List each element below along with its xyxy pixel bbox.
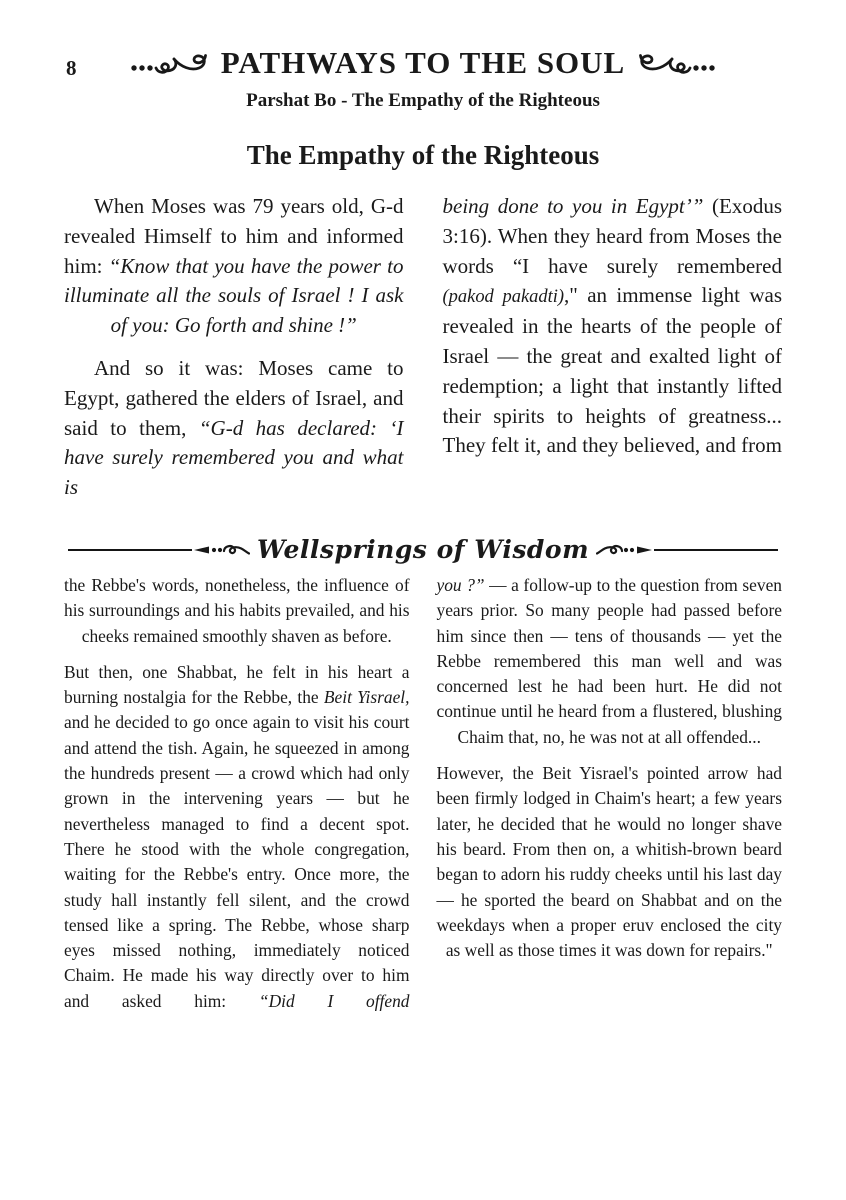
page-header <box>0 0 846 114</box>
paragraph: the Rebbe's words, nonetheless, the influence of his surroundings and his habits prevailed, and his cheeks remained smoothly shaven as before. <box>64 574 410 646</box>
paragraph: being done to you in Egypt’” (Exodus 3:16). When they heard from Moses the words “I have surely remembered (pakod pakadti)," an immense light was revealed in the hearts of the people of Israel — the great and exalted light of redemption; a light that instantly lifted their spirits to heights of greatness... They felt it, and they believed, and from <box>442 194 783 458</box>
paragraph: When Moses was 79 years old, G-d revealed Himself to him and informed him: “Know that you have the power to illuminate all the souls of Israel ! I ask of you: Go forth and shine !” <box>64 194 404 338</box>
divider-label: Wellsprings of Wisdom <box>256 535 590 565</box>
book-title: PATHWAYS TO THE SOUL <box>220 45 626 80</box>
lower-right-column <box>437 573 783 1014</box>
running-head: Parshat Bo - The Empathy of the Righteous <box>246 90 600 111</box>
article-title: The Empathy of the Righteous <box>246 140 600 170</box>
lower-left-column <box>64 573 410 1014</box>
section-divider <box>68 533 778 567</box>
masthead <box>0 44 846 82</box>
arrow-dots-curl-flourish-left-icon <box>194 540 250 560</box>
main-text-section <box>64 192 782 503</box>
page-number: 8 <box>66 56 77 80</box>
paragraph: However, the Beit Yisrael's pointed arrow had been firmly lodged in Chaim's heart; a few years later, he decided that he would no longer shave his beard. From then on, a whitish-brown beard began to adorn his ruddy cheeks until his last day — he sported the beard on Shabbat and on the weekdays when a proper eruv enclosed the city as well as those times it was down for repairs." <box>436 763 782 961</box>
divider-rule-right <box>654 549 778 551</box>
arrow-dots-curl-flourish-right-icon <box>596 540 652 560</box>
upper-right-column <box>443 192 783 503</box>
story-text-section <box>64 573 782 1014</box>
dots-swirl-flourish-left-icon <box>129 48 213 78</box>
paragraph: And so it was: Moses came to Egypt, gathered the elders of Israel, and said to them, “G-d has declared: ‘I have surely remembered you and what is <box>64 355 404 500</box>
divider-rule-left <box>68 549 192 551</box>
dots-swirl-flourish-right-icon <box>633 48 717 78</box>
paragraph: But then, one Shabbat, he felt in his heart a burning nostalgia for the Rebbe, the Beit Yisrael, and he decided to go once again to visit his court and attend the tish. Again, he squeezed in among the hundreds present — a crowd which had only grown in the intervening years — but he nevertheless managed to find a decent spot. There he stood with the whole congregation, waiting for the Rebbe's entry. Once more, the study hall instantly fell silent, and the crowd tensed like a spring. The Rebbe, whose sharp eyes missed nothing, immediately noticed Chaim. He made his way directly over to him and asked him: “Did I offend <box>64 661 410 1011</box>
paragraph: you ?” — a follow-up to the question from seven years prior. So many people had passed before him since then — tens of thousands — yet the Rebbe remembered this man well and was concerned lest he had been hurt. He did not continue until he heard from a flustered, blushing Chaim that, no, he was not at all offended... <box>436 574 782 747</box>
upper-left-column <box>64 192 404 503</box>
